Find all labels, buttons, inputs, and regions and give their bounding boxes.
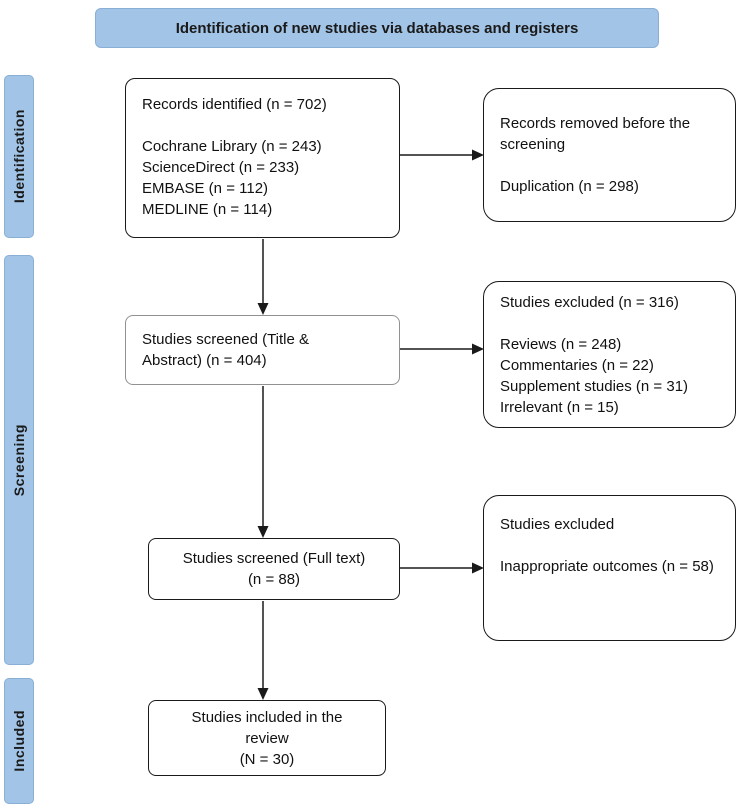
included-review-line1: Studies included in the <box>191 708 343 726</box>
source-embase: EMBASE (n = 112) <box>142 180 269 197</box>
arrow-records-to-screened-title <box>255 239 271 315</box>
screened-title-abstract-line1: Studies screened (Title & <box>142 331 310 348</box>
phase-label-included <box>4 678 34 804</box>
arrow-records-to-removed <box>400 147 484 163</box>
phase-label-screening <box>4 255 34 665</box>
excluded-irrelevant: Irrelevant (n = 15) <box>500 398 619 416</box>
box-excluded-title-abstract <box>483 281 736 428</box>
excluded-inappropriate-outcomes: Inappropriate outcomes (n = 58) <box>500 558 714 575</box>
box-screened-full-text <box>148 538 400 600</box>
records-identified-heading: Records identified (n = 702) <box>142 96 327 113</box>
screened-full-text-line1: Studies screened (Full text) <box>182 550 366 567</box>
excluded-title-abstract-heading: Studies excluded (n = 316) <box>500 293 679 311</box>
excluded-full-text-heading: Studies excluded <box>500 516 615 533</box>
included-review-line3: (N = 30) <box>239 750 295 768</box>
arrow-screened-title-to-excluded <box>400 341 484 357</box>
screened-full-text-line2: (n = 88) <box>247 571 301 588</box>
diagram-title-banner <box>95 8 659 48</box>
phase-label-screening-text: Screening <box>11 423 27 497</box>
phase-label-identification <box>4 75 34 238</box>
excluded-reviews: Reviews (n = 248) <box>500 335 622 353</box>
diagram-title: Identification of new studies via databases and registers <box>175 19 579 37</box>
source-medline: MEDLINE (n = 114) <box>142 201 273 218</box>
blank-line <box>500 535 719 556</box>
records-removed-heading: Records removed before the screening <box>500 115 691 153</box>
source-sciencedirect: ScienceDirect (n = 233) <box>142 159 300 176</box>
included-review-line2: review <box>245 729 289 747</box>
excluded-supplement-studies: Supplement studies (n = 31) <box>500 377 689 395</box>
box-records-identified <box>125 78 400 238</box>
phase-label-included-text: Included <box>11 710 27 772</box>
arrow-full-text-to-excluded <box>400 560 484 576</box>
phase-label-identification-text: Identification <box>11 109 27 204</box>
box-screened-title-abstract <box>125 315 400 385</box>
blank-line <box>142 115 383 136</box>
box-records-removed <box>483 88 736 222</box>
blank-line <box>500 155 719 176</box>
arrow-screened-title-to-full-text <box>255 386 271 538</box>
source-cochrane: Cochrane Library (n = 243) <box>142 138 322 155</box>
arrow-full-text-to-included <box>255 601 271 700</box>
screened-title-abstract-line2: Abstract) (n = 404) <box>142 352 267 369</box>
box-excluded-full-text <box>483 495 736 641</box>
excluded-commentaries: Commentaries (n = 22) <box>500 356 654 374</box>
box-studies-included <box>148 700 386 776</box>
blank-line <box>500 313 719 334</box>
records-removed-duplication: Duplication (n = 298) <box>500 178 639 195</box>
